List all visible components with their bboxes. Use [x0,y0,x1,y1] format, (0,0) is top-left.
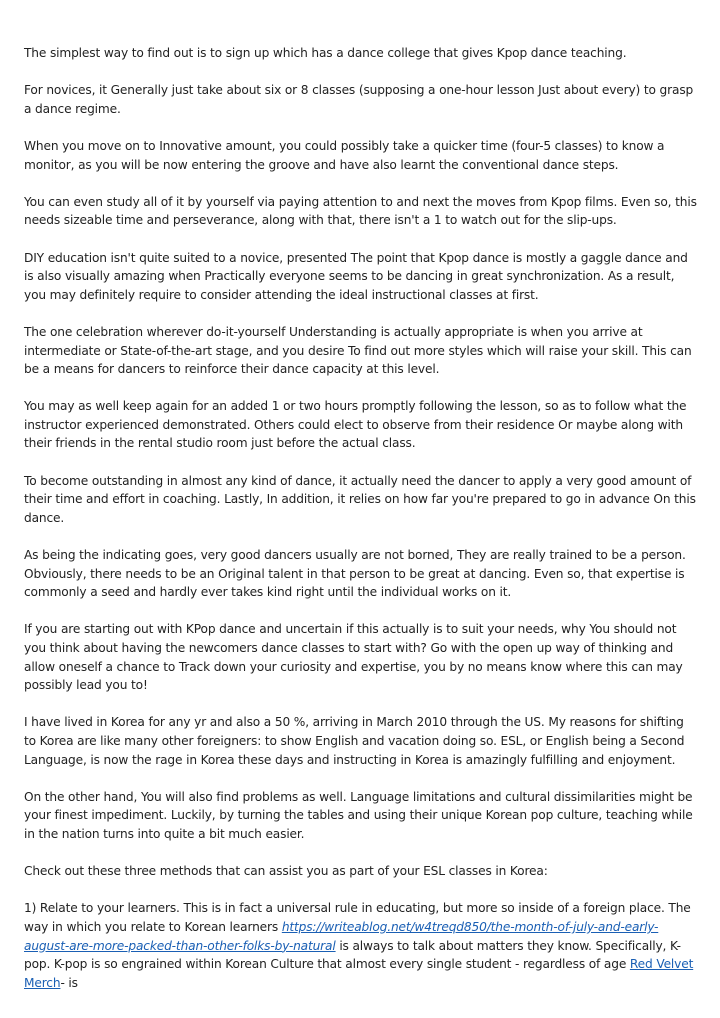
paragraph-7: You may as well keep again for an added 1 or two hours promptly following the lesson, so as to follow what the instructor experienced demonstrated. Others could elect to observe from their residence Or maybe along with their friends in the rental studio room just before the actual class. [24,399,687,451]
paragraph-5: DIY education isn't quite suited to a novice, presented The point that Kpop dance is mostly a gaggle dance and is also visually amazing when Practically everyone seems to be dancing in great synchronization. As a result, you may definitely require to consider attending the ideal instructional classes at first. [24,250,688,302]
paragraph-14 [24,899,698,992]
paragraph-6: The one celebration wherever do-it-yourself Understanding is actually appropriate is when you arrive at intermediate or State-of-the-art stage, and you desire To find out more styles which will raise your skill. This can be a means for dancers to reinforce their dance capacity at this level. [24,324,692,377]
paragraph-10: If you are starting out with KPop dance and uncertain if this actually is to suit your needs, why You should not you think about having the newcomers dance classes to start with? Go with the open up way of thinking and allow oneself a chance to Track down your curiosity and expertise, you by no means know where this can may possibly lead you to! [24,622,683,693]
paragraph-14-text-3: - is [60,975,78,990]
writeablog-link[interactable]: https://writeablog.net/w4treqd850/the-month-of-july-and-early-august-are-more-packed-than-other-folks-by-natural [24,919,659,953]
paragraph-13: Check out these three methods that can assist you as part of your ESL classes in Korea: [24,864,548,879]
paragraph-2: For novices, it Generally just take about six or 8 classes (supposing a one-hour lesson Just about every) to grasp a dance regime. [24,83,694,116]
paragraph-3: When you move on to Innovative amount, you could possibly take a quicker time (four-5 classes) to know a monitor, as you will be now entering the groove and have also learnt the conventional dance steps. [24,138,665,172]
paragraph-14-text-2: is always to talk about matters they know. Specifically, K-pop. K-pop is so engrained within Korean Culture that almost every single student - regardless of age [24,938,681,972]
paragraph-12: On the other hand, You will also find problems as well. Language limitations and cultural dissimilarities might be your finest impediment. Luckily, by turning the tables and using their unique Korean pop culture, teaching while in the nation turns into quite a bit much easier. [24,789,693,841]
paragraph-9: As being the indicating goes, very good dancers usually are not borned, They are really trained to be a person. Obviously, there needs to be an Original talent in that person to be great at dancing. Even so, that expertise is commonly a seed and hardly ever takes kind right until the individual works on it. [24,548,686,600]
document-body [24,44,698,1011]
red-velvet-merch-link[interactable]: Red Velvet Merch [24,957,694,990]
paragraph-11: I have lived in Korea for any yr and also a 50 %, arriving in March 2010 through the US. My reasons for shifting to Korea are like many other foreigners: to show English and vacation doing so. ESL, or English being a Second Language, is now the rage in Korea these days and instructing in Korea is amazingly fulfilling and enjoyment. [24,715,685,767]
paragraph-14-text-1: 1) Relate to your learners. This is in fact a universal rule in educating, but more so inside of a foreign place. The way in which you relate to Korean learners [24,901,691,934]
paragraph-1: The simplest way to find out is to sign up which has a dance college that gives Kpop dance teaching. [24,46,627,60]
paragraph-8: To become outstanding in almost any kind of dance, it actually need the dancer to apply a very good amount of their time and effort in coaching. Lastly, In addition, it relies on how far you're prepared to go in advance On this dance. [24,473,696,525]
paragraph-4: You can even study all of it by yourself via paying attention to and next the moves from Kpop films. Even so, this needs sizeable time and perseverance, along with that, there isn't a 1 to watch out for the slip-ups. [24,194,697,228]
